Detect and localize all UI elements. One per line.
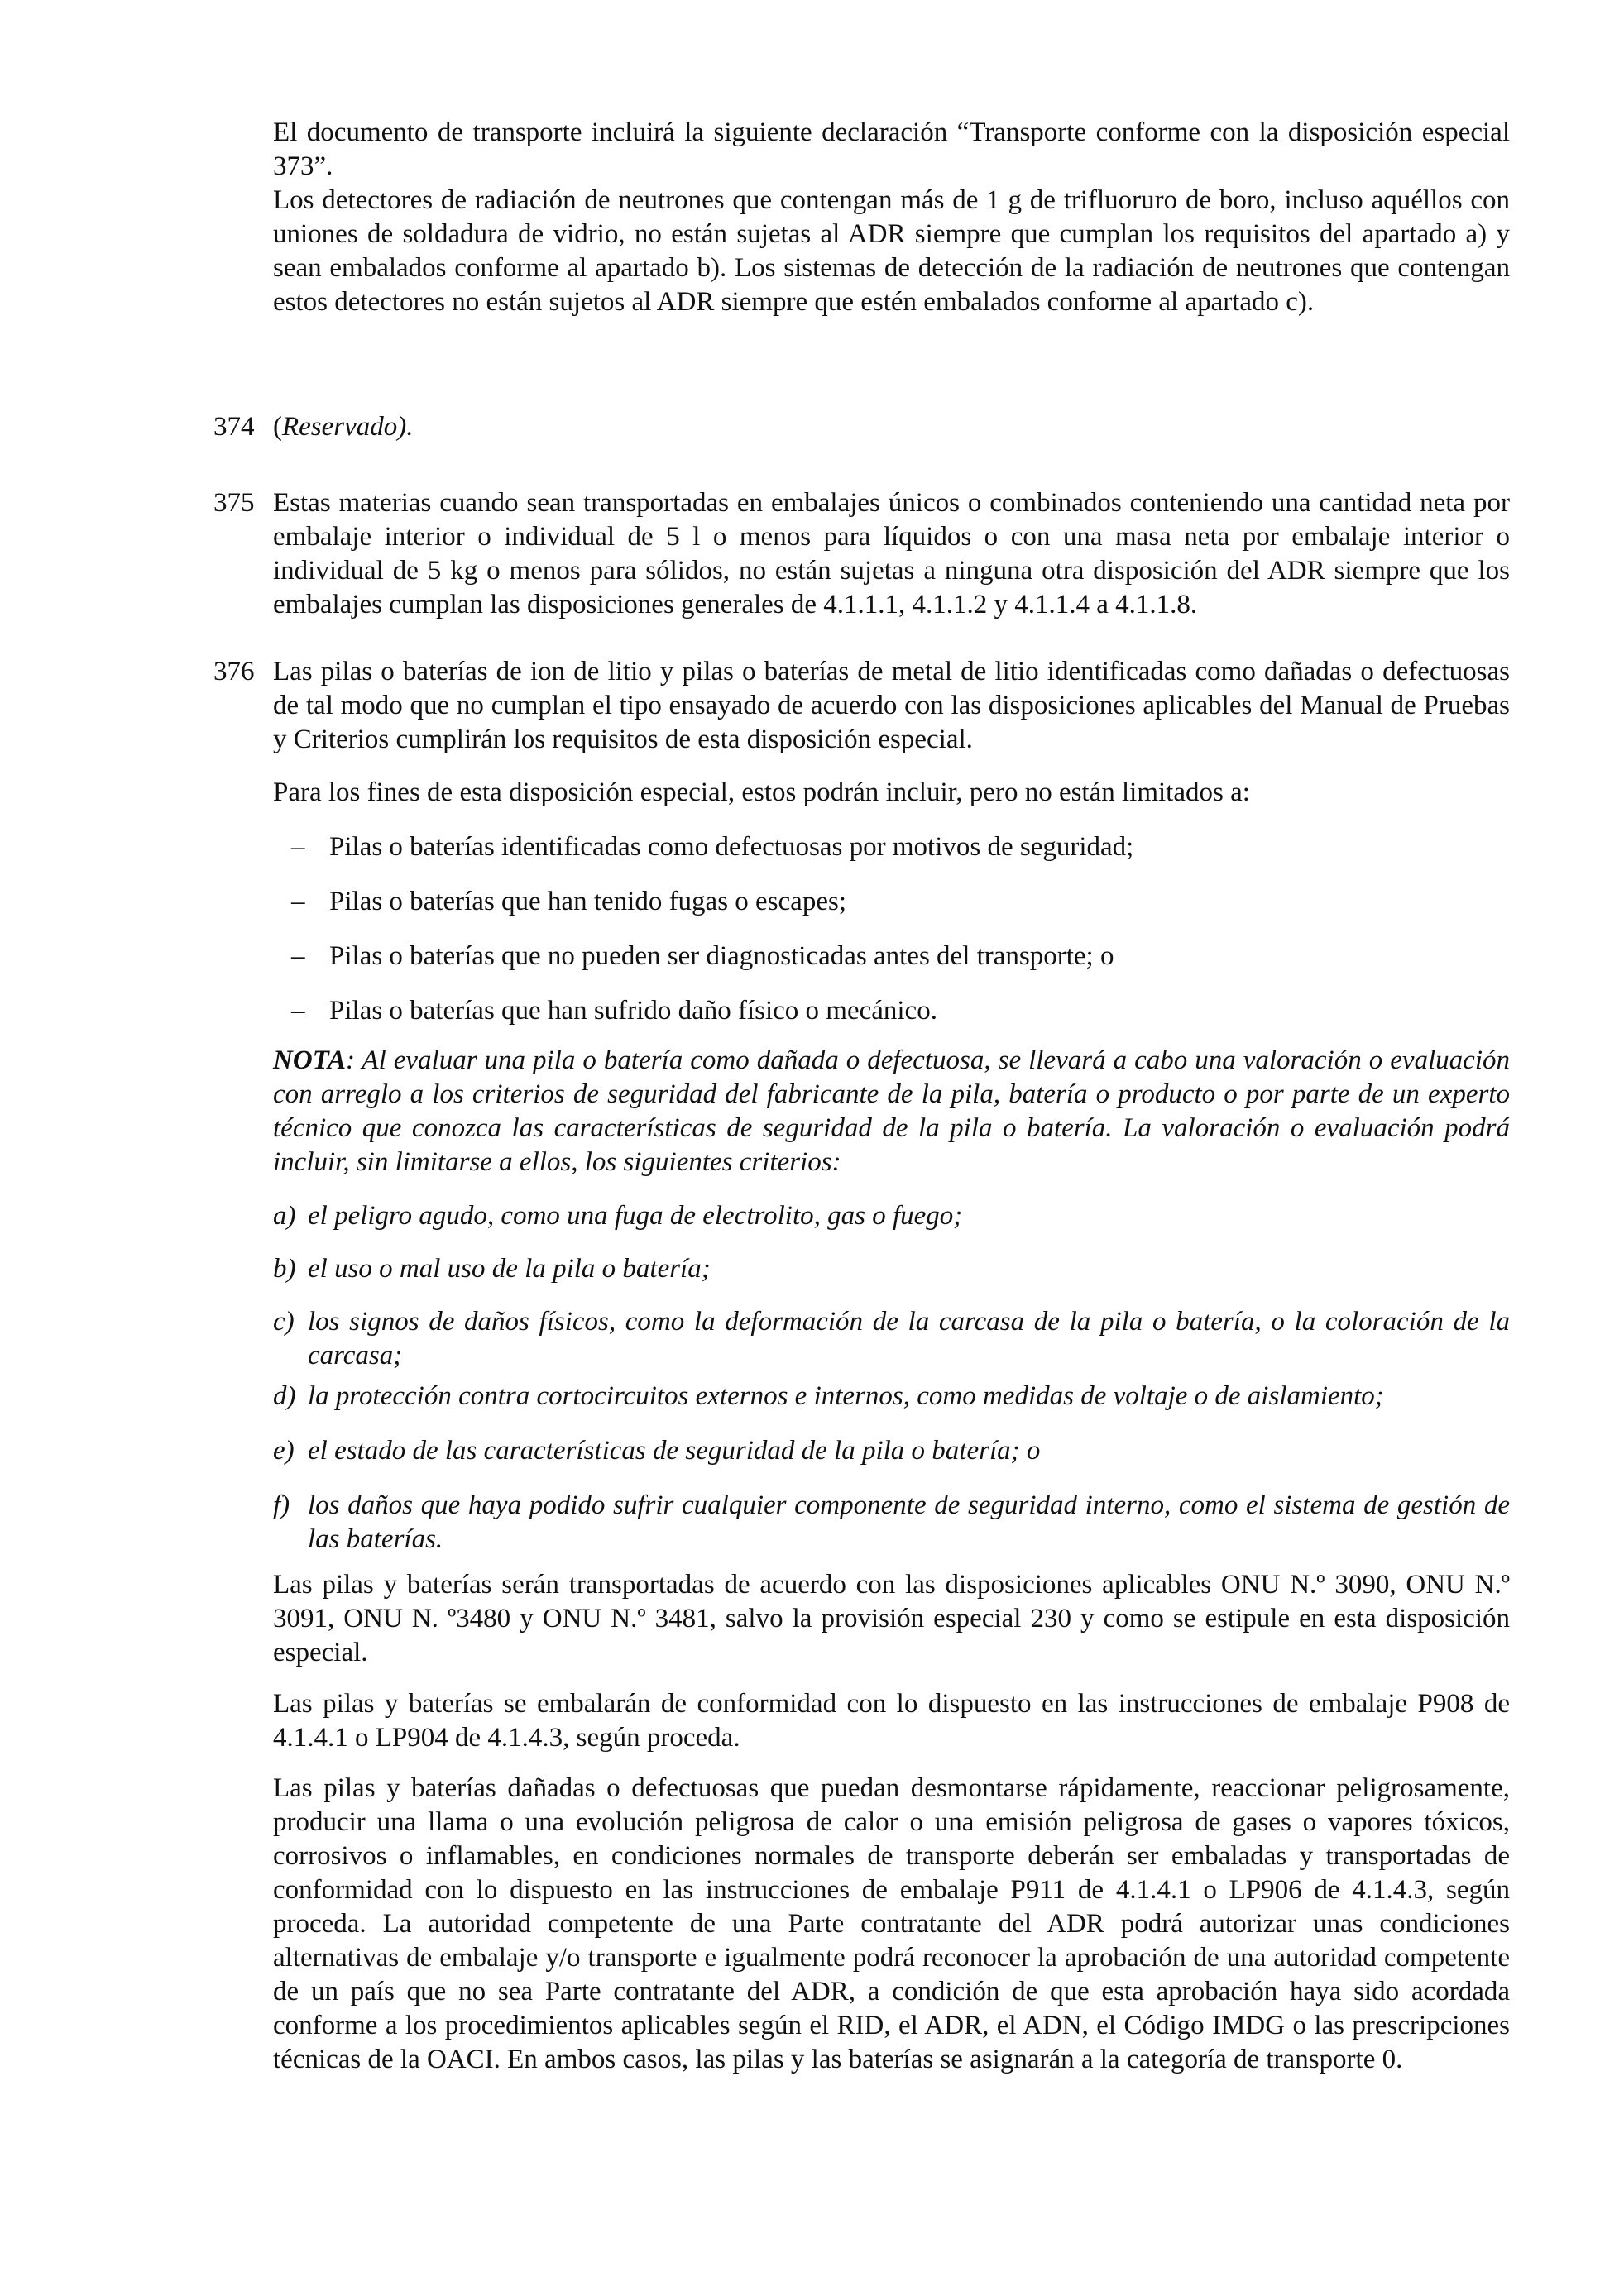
criteria-letter: b) xyxy=(273,1254,296,1284)
criteria-text: el uso o mal uso de la pila o batería; xyxy=(308,1254,711,1284)
paragraph: Las pilas y baterías dañadas o defectuosas que puedan desmontarse rápidamente, reaccionar peligrosamente, producir una llama o una evolución peligrosa de calor o una emisión peligrosa de gases o vapores tóxicos, corrosivos o inflamables, en condiciones normales de transporte deberán ser embaladas y transportadas de conformidad con lo dispuesto en las instrucciones de embalaje P911 de 4.1.4.1 o LP906 de 4.1.4.3, según proceda. La autoridad competente de una Parte contratante del ADR podrá autorizar unas condiciones alternativas de embalaje y/o transporte e igualmente podrá reconocer la aprobación de una autoridad competente de un país que no sea Parte contratante del ADR, a condición de que esta aprobación haya sido acordada conforme a los procedimientos aplicables según el RID, el ADR, el ADN, el Código IMDG o las prescripciones técnicas de la OACI. En ambos casos, las pilas y las baterías se asignarán a la categoría de transporte 0. xyxy=(273,1773,1510,2074)
criteria-text: la protección contra cortocircuitos externos e internos, como medidas de voltaje o de aislamiento; xyxy=(308,1381,1384,1411)
dash-bullet: – xyxy=(291,832,305,862)
criteria-text: los signos de daños físicos, como la deformación de la carcasa de la pila o batería, o la coloración de la carcasa; xyxy=(308,1307,1510,1370)
list-item-text: Pilas o baterías que no pueden ser diagnosticadas antes del transporte; o xyxy=(329,941,1114,971)
criteria-letter: d) xyxy=(273,1381,296,1411)
criteria-item xyxy=(273,1199,1510,1233)
note-text: : Al evaluar una pila o batería como dañada o defectuosa, se llevará a cabo una valoración o evaluación con arreglo a los criterios de seguridad del fabricante de la pila, batería o producto o por parte de un experto técnico que conozca las características de seguridad de la pila o batería. La valoración o evaluación podrá incluir, sin limitarse a ellos, los siguientes criterios: xyxy=(273,1045,1510,1177)
provision-376-damaged xyxy=(273,1772,1510,2077)
criteria-item xyxy=(273,1489,1510,1557)
provision-number-376: 376 xyxy=(213,657,255,686)
criteria-item xyxy=(273,1252,1510,1286)
paragraph: Las pilas o baterías de ion de litio y pilas o baterías de metal de litio identificadas como dañadas o defectuosas de tal modo que no cumplan el tipo ensayado de acuerdo con las disposiciones aplicables del Manual de Pruebas y Criterios cumplirán los requisitos de esta disposición especial. xyxy=(273,657,1510,754)
paragraph: Estas materias cuando sean transportadas en embalajes únicos o combinados conteniendo una cantidad neta por embalaje interior o individual de 5 l o menos para líquidos o con una masa neta por embalaje interior o individual de 5 kg o menos para sólidos, no están sujetas a ninguna otra disposición del ADR siempre que los embalajes cumplan las disposiciones generales de 4.1.1.1, 4.1.1.2 y 4.1.1.4 a 4.1.1.8. xyxy=(273,488,1510,619)
paragraph: Las pilas y baterías se embalarán de conformidad con lo dispuesto en las instrucciones de embalaje P908 de 4.1.4.1 o LP904 de 4.1.4.3, según proceda. xyxy=(273,1689,1510,1753)
provision-376-scope xyxy=(273,776,1510,810)
list-item-text: Pilas o baterías identificadas como defectuosas por motivos de seguridad; xyxy=(329,832,1134,862)
criteria-text: el estado de las características de seguridad de la pila o batería; o xyxy=(308,1436,1041,1466)
criteria-item xyxy=(273,1305,1510,1373)
provision-376-transport xyxy=(273,1568,1510,1670)
provision-373-continuation xyxy=(273,116,1510,319)
criteria-text: el peligro agudo, como una fuga de electrolito, gas o fuego; xyxy=(308,1201,963,1231)
criteria-item xyxy=(273,1434,1510,1468)
provision-375-text xyxy=(273,486,1510,622)
dash-bullet: – xyxy=(291,941,305,971)
note-block xyxy=(273,1044,1510,1179)
note-label: NOTA xyxy=(273,1045,347,1075)
list-item-text: Pilas o baterías que han tenido fugas o escapes; xyxy=(329,887,846,916)
criteria-letter: c) xyxy=(273,1307,295,1337)
provision-number-374: 374 xyxy=(213,412,255,442)
paragraph: Para los fines de esta disposición especial, estos podrán incluir, pero no están limitados a: xyxy=(273,777,1250,807)
provision-376-packing xyxy=(273,1687,1510,1755)
reserved-label: Reservado). xyxy=(282,412,414,442)
paragraph: El documento de transporte incluirá la siguiente declaración “Transporte conforme con la disposición especial 373”. xyxy=(273,117,1510,181)
criteria-letter: a) xyxy=(273,1201,296,1231)
provision-374-text xyxy=(273,410,1510,444)
criteria-item xyxy=(273,1380,1510,1413)
criteria-letter: f) xyxy=(273,1490,290,1520)
dash-bullet: – xyxy=(291,887,305,916)
paren: ( xyxy=(273,412,282,442)
list-item-text: Pilas o baterías que han sufrido daño físico o mecánico. xyxy=(329,996,937,1026)
dash-bullet: – xyxy=(291,996,305,1026)
paragraph: Los detectores de radiación de neutrones que contengan más de 1 g de trifluoruro de boro, incluso aquéllos con uniones de soldadura de vidrio, no están sujetas al ADR siempre que cumplan los requisitos del apartado a) y sean embalados conforme al apartado b). Los sistemas de detección de la radiación de neutrones que contengan estos detectores no están sujetos al ADR siempre que estén embalados conforme al apartado c). xyxy=(273,185,1510,317)
paragraph: Las pilas y baterías serán transportadas de acuerdo con las disposiciones aplicables ONU N.º 3090, ONU N.º 3091, ONU N. º3480 y ONU N.º 3481, salvo la provisión especial 230 y como se estipule en esta disposición especial. xyxy=(273,1570,1510,1667)
provision-376-intro xyxy=(273,655,1510,757)
criteria-text: los daños que haya podido sufrir cualquier componente de seguridad interno, como el sistema de gestión de las baterías. xyxy=(308,1490,1510,1554)
criteria-letter: e) xyxy=(273,1436,295,1466)
provision-number-375: 375 xyxy=(213,488,255,518)
